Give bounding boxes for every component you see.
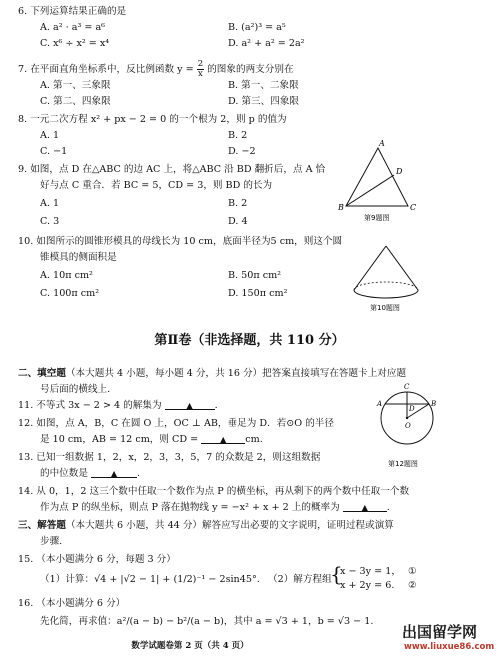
q12-answer-mark: ▲ — [220, 435, 227, 444]
q13-text: 的中位数是 — [40, 468, 88, 479]
q13-stem-line1: 13. 已知一组数据 1，2，x，2，3，3，5，7 的众数是 2，则这组数据 — [18, 452, 321, 463]
q12-label-a: A — [377, 400, 383, 408]
q12-circle-figure — [376, 380, 438, 472]
q8-option-b: B. 2 — [228, 130, 248, 141]
q7-fraction-num: 2 — [197, 59, 204, 69]
q9-label-b: B — [338, 203, 344, 212]
part2-description-line2: 号后面的横线上. — [40, 384, 111, 395]
q14-stem-line2: 作为点 P 的纵坐标，则点 P 落在抛物线 y = −x² + x + 2 上的概率为 ▲ . — [40, 502, 390, 513]
q14-stem-line1: 14. 从 0，1，2 这三个数中任取一个数作为点 P 的横坐标，再从剩下的两个数中任取一个数 — [18, 486, 410, 497]
q15-title: 15. （本小题满分 6 分，每题 3 分） — [18, 554, 176, 565]
q12-stem-line1: 12. 如图，点 A，B，C 在圆 O 上，OC ⊥ AB，垂足为 D．若⊙O 的半径 — [18, 418, 334, 429]
q10-option-d: D. 150π cm² — [228, 288, 288, 299]
q11-answer-mark: ▲ — [186, 401, 193, 410]
part3-description: （本大题共 6 小题，共 44 分）解答应写出必要的文字说明，证明过程或演算 — [65, 520, 394, 531]
page-footer: 数学试题卷第 2 页（共 4 页） — [131, 641, 249, 651]
q9-stem-line2: 好与点 C 重合．若 BC = 5，CD = 3，则 BD 的长为 — [40, 180, 273, 191]
q7-stem — [18, 60, 294, 79]
q7-stem-after: 的图象的两支分别在 — [204, 64, 294, 75]
q10-cone-left-edge — [354, 246, 386, 290]
q10-option-c: C. 100π cm² — [40, 288, 100, 299]
q12-figure-caption: 第12题图 — [388, 460, 418, 468]
q9-option-d: D. 4 — [228, 216, 248, 227]
q8-stem: 8. 一元二次方程 x² + px − 2 = 0 的一个根为 2，则 p 的值为 — [18, 114, 287, 125]
q15-system-brace: { — [330, 562, 343, 586]
q9-segment-bd — [346, 175, 394, 206]
q15-equation2-mark: ② — [408, 580, 417, 591]
q14-text: 作为点 P 的纵坐标，则点 P 落在抛物线 y = −x² + x + 2 上的概率为 — [40, 502, 340, 513]
q12-label-b: B — [431, 400, 437, 408]
q9-label-d: D — [396, 167, 403, 176]
q12-text-b: cm. — [245, 434, 263, 445]
q9-option-b: B. 2 — [228, 198, 248, 209]
q15-part2-label: （2）解方程组 — [268, 574, 332, 585]
part2-heading — [18, 368, 406, 379]
q11-stem: 11. 不等式 3x − 2 > 4 的解集为 ▲ . — [18, 400, 218, 411]
q12-label-d: D — [409, 405, 415, 413]
q12-label-o: O — [405, 422, 411, 430]
q8-option-c: C. −1 — [40, 146, 68, 157]
q16-text: 先化简，再求值：a²/(a − b) − b²/(a − b)，其中 a = √3 + 1，b = √3 − 1. — [40, 616, 374, 627]
part3-heading-label: 三、解答题 — [18, 520, 66, 531]
q12-stem-line2 — [40, 434, 263, 445]
q15-equation2: x + 2y = 6. — [340, 580, 395, 591]
watermark-url: www.liuxue86.com — [404, 642, 495, 652]
q15-equation1: x − 3y = 1， — [340, 566, 401, 577]
q9-triangle-figure — [338, 138, 418, 224]
q10-cone-base-back — [354, 282, 418, 290]
part3-heading — [18, 520, 394, 531]
part2-description: （本大题共 4 小题，每小题 4 分，共 16 分）把答案直接填写在答题卡上对应题 — [65, 368, 407, 379]
q6-option-c: C. x⁶ ÷ x² = x⁴ — [40, 38, 110, 49]
q6-option-b: B. (a²)³ = a⁵ — [228, 22, 286, 33]
q9-stem-line1: 9. 如图，点 D 在△ABC 的边 AC 上，将△ABC 沿 BD 翻折后，点 A 恰 — [18, 164, 326, 175]
q9-option-a: A. 1 — [40, 198, 60, 209]
q13-stem-line2: 的中位数是 ▲ . — [40, 468, 141, 479]
q16-title: 16. （本小题满分 6 分） — [18, 598, 126, 609]
q12-center-dot — [406, 417, 408, 419]
q10-cone-base-front — [354, 290, 418, 298]
q9-option-c: C. 3 — [40, 216, 60, 227]
q8-option-a: A. 1 — [40, 130, 60, 141]
q10-stem-line2: 锥模具的侧面积是 — [40, 252, 117, 263]
q6-option-d: D. a² + a² = 2a² — [228, 38, 305, 49]
q11-text: 11. 不等式 3x − 2 > 4 的解集为 — [18, 400, 162, 411]
q13-answer-mark: ▲ — [110, 469, 118, 478]
q7-option-d: D. 第三、四象限 — [228, 96, 300, 107]
q10-stem-line1: 10. 如图所示的圆锥形模具的母线长为 10 cm，底面半径为5 cm，则这个圆 — [18, 236, 343, 247]
q7-fraction-den: x — [198, 69, 203, 79]
q14-answer-blank — [343, 502, 387, 512]
q9-label-c: C — [410, 203, 417, 212]
watermark-title: 出国留学网 — [402, 623, 478, 641]
q10-cone-figure — [346, 244, 428, 316]
q14-answer-mark: ▲ — [361, 503, 368, 512]
q12-label-c: C — [404, 383, 410, 391]
part2-heading-label: 二、填空题 — [18, 368, 66, 379]
q9-figure-caption: 第9题图 — [364, 214, 390, 222]
q12-answer-blank — [201, 434, 245, 444]
q15-equation1-mark: ① — [408, 566, 417, 577]
q7-option-a: A. 第一、三象限 — [40, 80, 111, 91]
q6-stem: 6. 下列运算结果正确的是 — [18, 6, 127, 17]
q12-text-a: 是 10 cm，AB = 12 cm，则 CD = — [40, 434, 199, 445]
q13-answer-blank — [91, 468, 137, 478]
q10-option-b: B. 50π cm² — [228, 270, 282, 281]
q7-option-b: B. 第一、二象限 — [228, 80, 299, 91]
q10-figure-caption: 第10题图 — [370, 304, 400, 312]
q9-triangle — [346, 148, 408, 206]
q7-option-c: C. 第二、四象限 — [40, 96, 111, 107]
q6-option-a: A. a² · a³ = a⁶ — [40, 22, 106, 33]
q10-option-a: A. 10π cm² — [40, 270, 93, 281]
section2-title: 第Ⅱ卷（非选择题，共 110 分） — [154, 333, 345, 348]
q11-answer-blank — [165, 400, 215, 410]
q7-stem-before: 7. 在平面直角坐标系中，反比例函数 y = — [18, 64, 197, 75]
q9-label-a: A — [379, 139, 385, 148]
part3-description-line2: 步骤. — [40, 536, 63, 547]
q10-cone-right-edge — [386, 246, 418, 290]
q8-option-d: D. −2 — [228, 146, 256, 157]
q15-part1: （1）计算：√4 + |√2 − 1| + (1/2)⁻¹ − 2sin45°. — [40, 574, 260, 585]
